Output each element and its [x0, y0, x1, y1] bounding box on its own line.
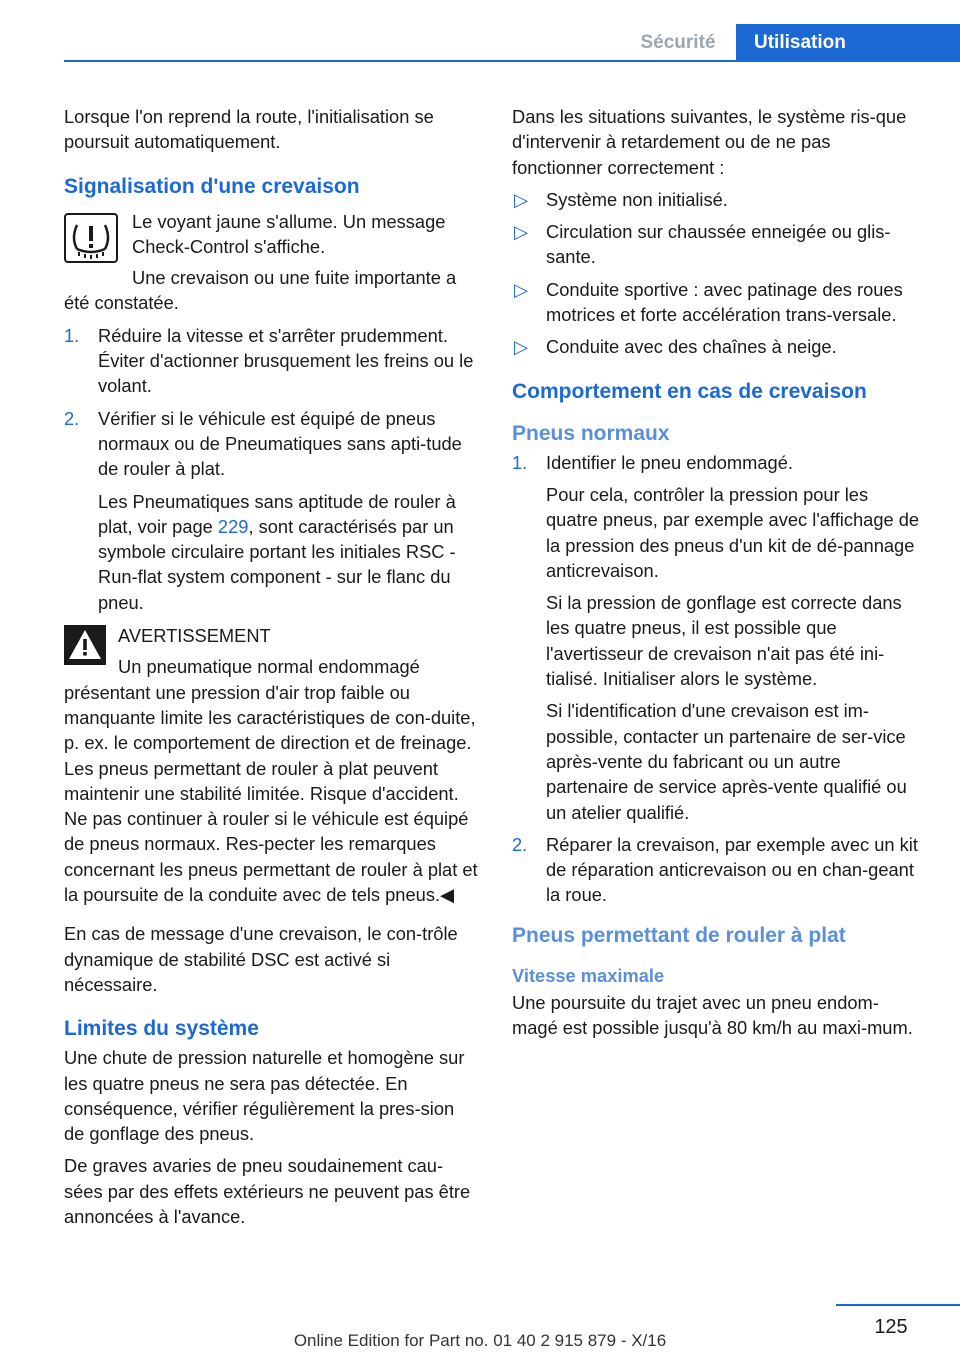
signal-text-2: Une crevaison ou une fuite importante a été constatée. — [64, 267, 457, 314]
heading-pneus-normaux: Pneus normaux — [512, 421, 670, 445]
list-item-text: Circulation sur chaussée enneigée ou glis-sante. — [546, 221, 891, 268]
heading-vitesse-maximale: Vitesse maximale — [512, 964, 665, 986]
warning-text: Un pneumatique normal endommagé présentant une pression d'air trop faible ou manquante limite les caractéristiques de con-duite, p. ex. le comportement de direction et de freinage. Les pneus permettant de rouler à plat peuvent maintenir une stabilité limitée. Risque d'accident. Ne pas continuer à rouler si le véhicule est équipé de pneus normaux. Res-pecter les remarques concernant les pneus permettant de rouler à plat et la poursuite de la conduite avec de tels pneus.◀ — [64, 656, 478, 906]
list-item — [512, 187, 924, 212]
warning-title: AVERTISSEMENT — [118, 625, 271, 647]
list-item — [512, 219, 924, 270]
list-item — [512, 334, 924, 359]
signal-block — [64, 209, 478, 323]
heading-limites: Limites du système — [64, 1017, 259, 1041]
edition-footer: Online Edition for Part no. 01 40 2 915 879 - X/16 — [293, 1331, 667, 1350]
step2-subtext — [64, 489, 478, 615]
step-item — [64, 323, 478, 399]
step-text: Vérifier si le véhicule est équipé de pneus normaux ou de Pneumatiques sans apti-tude de rouler à plat. — [98, 407, 462, 480]
list-item-text: Conduite sportive : avec patinage des roues motrices et forte accélération trans-versale. — [546, 278, 903, 326]
left-column — [64, 104, 478, 1236]
situations-intro: Dans les situations suivantes, le système ris-que d'intervenir à retardement ou de ne pas fonctionner correctement : — [512, 106, 907, 178]
step-number: 1. — [64, 324, 80, 346]
step1-subtext-3: Si l'identification d'une crevaison est im-possible, contacter un partenaire de ser-vice après-vente du fabricant ou un autre partenaire de service après-vente qualifié ou un atelier qualifié. — [546, 700, 907, 823]
step-item — [512, 450, 924, 475]
bullet-triangle-icon: ▷ — [514, 221, 529, 243]
page-number: 125 — [874, 1316, 908, 1338]
step-number: 2. — [64, 407, 80, 429]
step-number: 1. — [512, 451, 528, 473]
footer-rule — [836, 1304, 960, 1306]
bullet-triangle-icon: ▷ — [514, 336, 529, 358]
heading-pneus-runflat: Pneus permettant de rouler à plat — [512, 923, 846, 947]
bullet-triangle-icon: ▷ — [514, 188, 529, 210]
limits-text-2: De graves avaries de pneu soudainement cau-sées par des effets extérieurs ne peuvent pas être annoncées à l'avance. — [64, 1155, 471, 1227]
step1-subtext-2: Si la pression de gonflage est correcte dans les quatre pneus, il est possible que l'avertisseur de crevaison n'ait pas été ini-tialisé. Initialiser alors le système. — [546, 592, 902, 690]
step-text: Identifier le pneu endommagé. — [546, 451, 793, 473]
signal-text-1: Le voyant jaune s'allume. Un message Check-Control s'affiche. — [132, 210, 446, 257]
step-number: 2. — [512, 833, 528, 855]
step-item — [512, 832, 924, 908]
step-item — [64, 406, 478, 482]
bullet-triangle-icon: ▷ — [514, 278, 529, 300]
warning-block — [64, 623, 478, 907]
heading-signalisation: Signalisation d'une crevaison — [64, 174, 360, 198]
list-item — [512, 277, 924, 328]
dsc-text: En cas de message d'une crevaison, le con-trôle dynamique de stabilité DSC est activé si nécessaire. — [64, 923, 458, 995]
speed-text: Une poursuite du trajet avec un pneu endom-magé est possible jusqu'à 80 km/h au maxi-mum. — [512, 991, 913, 1039]
step1-subtext-1: Pour cela, contrôler la pression pour les quatre pneus, par exemple avec l'affichage de la pression des pneus d'un kit de dé-pannage anticrevaison. — [546, 483, 920, 581]
tab-utilisation[interactable]: Utilisation — [736, 24, 960, 62]
heading-comportement: Comportement en cas de crevaison — [512, 379, 867, 403]
right-column — [512, 104, 924, 1047]
intro-text: Lorsque l'on reprend la route, l'initialisation se poursuit automatiquement. — [64, 106, 434, 153]
step2-sub-post: , sont caractérisés par un symbole circulaire portant les initiales RSC - Run-flat system component - sur le flanc du pneu. — [98, 515, 456, 613]
limits-text-1: Une chute de pression naturelle et homogène sur les quatre pneus ne sera pas détectée. En conséquence, vérifier régulièrement la pres-sion de gonflage des pneus. — [64, 1047, 465, 1145]
warning-triangle-icon — [64, 625, 106, 665]
tire-pressure-warning-icon — [64, 213, 118, 263]
tab-securite[interactable]: Sécurité — [640, 32, 716, 53]
step-text: Réparer la crevaison, par exemple avec un kit de réparation anticrevaison ou en chan-geant la roue. — [546, 833, 918, 906]
list-item-text: Système non initialisé. — [546, 188, 728, 210]
list-item-text: Conduite avec des chaînes à neige. — [546, 336, 837, 358]
page-link-229[interactable]: 229 — [217, 515, 249, 537]
step2-sub-pre: Les Pneumatiques sans aptitude de rouler à plat, voir page — [98, 490, 456, 537]
step-text: Réduire la vitesse et s'arrêter prudemment. Éviter d'actionner brusquement les freins ou le volant. — [98, 324, 474, 397]
